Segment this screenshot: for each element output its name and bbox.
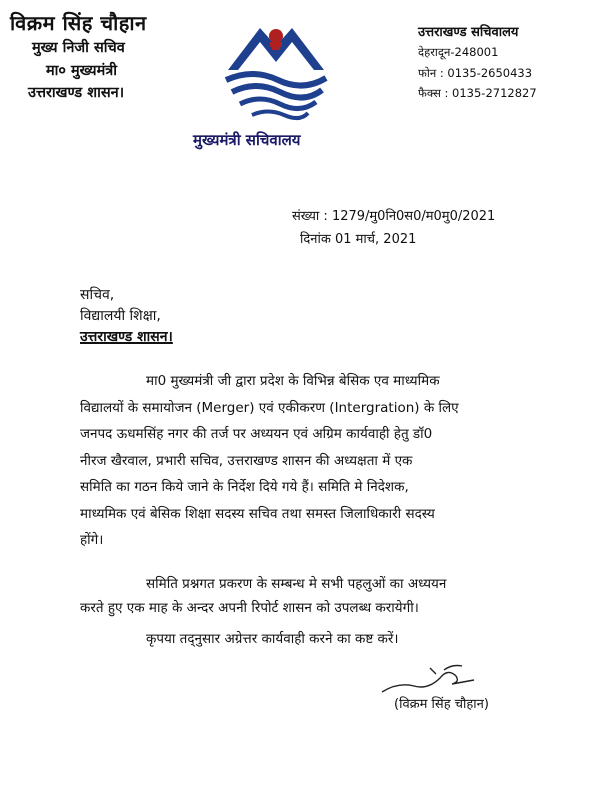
body-line: करते हुए एक माह के अन्दर अपनी रिपोर्ट शासन को उपलब्ध करायेगी। (80, 600, 419, 616)
reference-number: संख्या : 1279/मु0नि0स0/म0मु0/2021 (292, 209, 496, 224)
sender-dept: मा० मुख्यमंत्री (46, 63, 118, 79)
address-phone: फोन : 0135-2650433 (418, 66, 533, 80)
handwritten-signature (378, 660, 488, 696)
address-fax: फैक्स : 0135-2712827 (418, 86, 537, 100)
body-line: समिति का गठन किये जाने के निर्देश दिये गये हैं। समिति मे निदेशक, (80, 479, 409, 495)
body-line: नीरज खैरवाल, प्रभारी सचिव, उत्तराखण्ड शासन की अध्यक्षता में एक (80, 452, 413, 469)
body-line: माध्यमिक एवं बेसिक शिक्षा सदस्य सचिव तथा समस्त जिलाधिकारी सदस्य (80, 505, 435, 522)
office-name: मुख्यमंत्री सचिवालय (193, 131, 301, 149)
body-line: समिति प्रश्नगत प्रकरण के सम्बन्ध मे सभी पहलुओं का अध्ययन (146, 576, 447, 592)
recipient-line1: सचिव, (80, 287, 115, 303)
body-paragraph-1 (80, 368, 537, 554)
sender-title: मुख्य निजी सचिव (32, 40, 125, 56)
recipient-line3: उत्तराखण्ड शासन। (80, 329, 173, 345)
body-paragraph-2 (80, 572, 537, 620)
recipient-line2: विद्यालयी शिक्षा, (80, 308, 161, 324)
reference-date: दिनांक 01 मार्च, 2021 (300, 232, 417, 247)
body-line: होंगे। (80, 532, 104, 548)
address-line1: उत्तराखण्ड सचिवालय (418, 25, 519, 40)
signature-name: (विक्रम सिंह चौहान) (394, 697, 489, 712)
body-line: मा0 मुख्यमंत्री जी द्वारा प्रदेश के विभिन्न बेसिक एव माध्यमिक (146, 373, 440, 389)
sender-govt: उत्तराखण्ड शासन। (28, 85, 125, 101)
closing-line: कृपया तद्नुसार अग्रेत्तर कार्यवाही करने का कष्ट करें। (146, 631, 399, 647)
sender-name: विक्रम सिंह चौहान (10, 11, 147, 35)
body-line: जनपद ऊधमसिंह नगर की तर्ज पर अध्ययन एवं अग्रिम कार्यवाही हेतु डॉ0 (80, 426, 433, 442)
address-line2: देहरादून-248001 (418, 45, 499, 59)
uttarakhand-emblem-logo (218, 8, 334, 126)
body-line: विद्यालयों के समायोजन (Merger) एवं एकीकरण (Intergration) के लिए (80, 399, 459, 416)
